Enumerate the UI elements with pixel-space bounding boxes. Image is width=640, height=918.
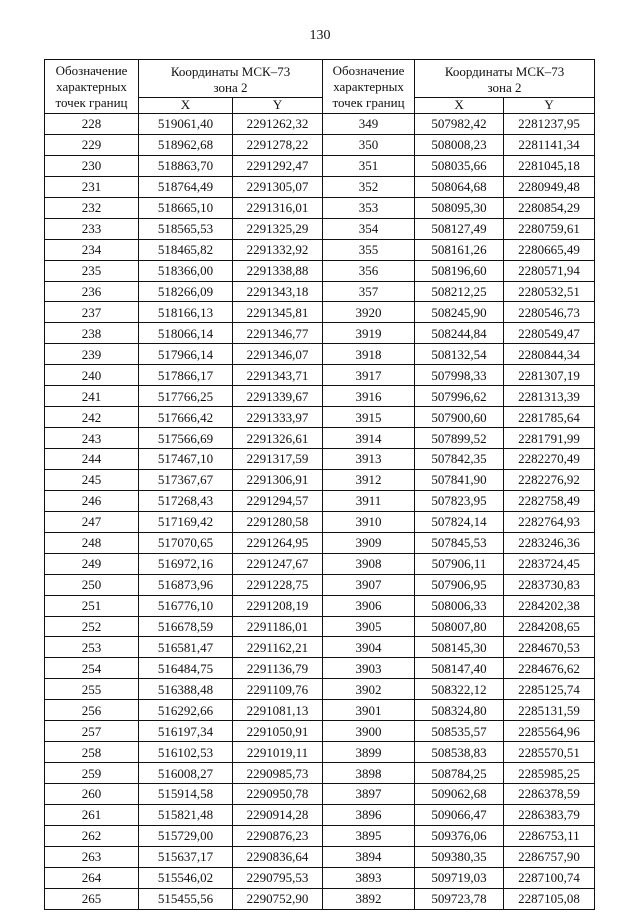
header-line: Обозначение [55,63,128,78]
right-x-value: 507900,60 [415,407,504,428]
left-y-value: 2290876,23 [233,825,323,846]
table-row [45,386,595,407]
left-x-value: 518764,49 [139,176,233,197]
left-point-id: 234 [45,239,139,260]
right-y-value: 2284676,62 [504,658,595,679]
right-point-id: 349 [323,114,415,135]
right-point-id: 3899 [323,742,415,763]
left-y-value: 2290985,73 [233,763,323,784]
left-point-id: 264 [45,867,139,888]
left-coords-header [139,60,323,98]
right-x-value: 509723,78 [415,888,504,909]
left-point-id: 238 [45,323,139,344]
left-x-value: 516581,47 [139,637,233,658]
right-x-value: 507982,42 [415,114,504,135]
left-x-value: 518066,14 [139,323,233,344]
right-x-value: 509062,68 [415,784,504,805]
table-row [45,176,595,197]
left-point-id: 243 [45,428,139,449]
left-x-value: 516197,34 [139,721,233,742]
right-point-id: 3917 [323,365,415,386]
left-x-value: 516484,75 [139,658,233,679]
left-point-id: 235 [45,260,139,281]
right-y-value: 2280546,73 [504,302,595,323]
table-row [45,616,595,637]
right-x-value: 508322,12 [415,679,504,700]
right-point-id: 3918 [323,344,415,365]
header-line: зона 2 [487,80,522,95]
table-row [45,239,595,260]
right-point-id: 350 [323,134,415,155]
table-row [45,260,595,281]
left-x-value: 517268,43 [139,490,233,511]
left-x-value: 517467,10 [139,449,233,470]
left-point-id: 260 [45,784,139,805]
right-point-id: 3905 [323,616,415,637]
table-row [45,218,595,239]
right-designation-header [323,60,415,114]
left-x-value: 517367,67 [139,469,233,490]
left-x-value: 517169,42 [139,511,233,532]
left-point-id: 262 [45,825,139,846]
header-line: зона 2 [213,80,248,95]
table-row [45,637,595,658]
right-point-id: 352 [323,176,415,197]
right-x-value: 507845,53 [415,532,504,553]
right-point-id: 3913 [323,449,415,470]
right-y-value: 2282270,49 [504,449,595,470]
table-row [45,763,595,784]
right-y-value: 2282276,92 [504,469,595,490]
table-row [45,490,595,511]
left-y-value: 2291294,57 [233,490,323,511]
left-y-value: 2291292,47 [233,155,323,176]
left-point-id: 249 [45,553,139,574]
right-point-id: 3900 [323,721,415,742]
table-body [45,114,595,910]
left-point-id: 230 [45,155,139,176]
left-point-id: 254 [45,658,139,679]
left-point-id: 242 [45,407,139,428]
left-x-value: 516678,59 [139,616,233,637]
right-point-id: 3914 [323,428,415,449]
left-point-id: 233 [45,218,139,239]
left-x-value: 515455,56 [139,888,233,909]
right-x-value: 507906,95 [415,574,504,595]
left-x-value: 518465,82 [139,239,233,260]
right-y-value: 2285125,74 [504,679,595,700]
left-x-value: 518665,10 [139,197,233,218]
left-x-value: 518565,53 [139,218,233,239]
left-x-value: 519061,40 [139,114,233,135]
left-point-id: 232 [45,197,139,218]
left-point-id: 248 [45,532,139,553]
right-x-value: 508145,30 [415,637,504,658]
left-y-value: 2291109,76 [233,679,323,700]
right-x-value: 508127,49 [415,218,504,239]
right-y-value: 2285570,51 [504,742,595,763]
right-x-value: 509376,06 [415,825,504,846]
left-y-value: 2291081,13 [233,700,323,721]
left-y-value: 2291280,58 [233,511,323,532]
right-y-value: 2285564,96 [504,721,595,742]
right-point-id: 356 [323,260,415,281]
left-point-id: 253 [45,637,139,658]
left-point-id: 241 [45,386,139,407]
right-point-id: 3908 [323,553,415,574]
right-y-value: 2280854,29 [504,197,595,218]
left-x-value: 516292,66 [139,700,233,721]
left-point-id: 251 [45,595,139,616]
table-row [45,784,595,805]
left-y-value: 2290914,28 [233,804,323,825]
left-y-value: 2290836,64 [233,846,323,867]
right-y-value: 2284208,65 [504,616,595,637]
left-point-id: 236 [45,281,139,302]
table-row [45,658,595,679]
right-y-value: 2281791,99 [504,428,595,449]
right-point-id: 3896 [323,804,415,825]
table-row [45,574,595,595]
right-y-value: 2284670,53 [504,637,595,658]
right-y-value: 2281141,34 [504,134,595,155]
right-y-value: 2284202,38 [504,595,595,616]
left-y-value: 2291316,01 [233,197,323,218]
right-x-value: 508132,54 [415,344,504,365]
table-row [45,846,595,867]
left-x-value: 517070,65 [139,532,233,553]
table-row [45,428,595,449]
right-y-value: 2282758,49 [504,490,595,511]
header-line: Обозначение [332,63,405,78]
right-y-value: 2283246,36 [504,532,595,553]
left-x-value: 517566,69 [139,428,233,449]
left-x-value: 515821,48 [139,804,233,825]
left-y-value: 2291343,18 [233,281,323,302]
table-row [45,344,595,365]
left-y-header: Y [233,97,323,113]
right-x-value: 507841,90 [415,469,504,490]
left-y-value: 2291332,92 [233,239,323,260]
table-row [45,511,595,532]
right-point-id: 3906 [323,595,415,616]
right-point-id: 3897 [323,784,415,805]
right-point-id: 3910 [323,511,415,532]
page-number: 130 [309,28,331,43]
table-row [45,742,595,763]
right-point-id: 3901 [323,700,415,721]
left-point-id: 237 [45,302,139,323]
right-x-value: 507906,11 [415,553,504,574]
table-row [45,365,595,386]
table-row [45,302,595,323]
table-header [45,60,595,114]
left-x-value: 517766,25 [139,386,233,407]
left-point-id: 246 [45,490,139,511]
table-row [45,532,595,553]
right-point-id: 357 [323,281,415,302]
right-y-value: 2281237,95 [504,114,595,135]
left-y-value: 2291136,79 [233,658,323,679]
left-y-value: 2291228,75 [233,574,323,595]
table-row [45,407,595,428]
right-x-value: 508161,26 [415,239,504,260]
left-y-value: 2291326,61 [233,428,323,449]
right-point-id: 3898 [323,763,415,784]
left-point-id: 244 [45,449,139,470]
right-x-value: 508196,60 [415,260,504,281]
table-row [45,469,595,490]
left-point-id: 255 [45,679,139,700]
right-point-id: 351 [323,155,415,176]
left-x-value: 516102,53 [139,742,233,763]
right-point-id: 3895 [323,825,415,846]
right-y-value: 2280665,49 [504,239,595,260]
left-x-value: 515914,58 [139,784,233,805]
left-y-value: 2291333,97 [233,407,323,428]
left-x-value: 516873,96 [139,574,233,595]
right-point-id: 3915 [323,407,415,428]
left-y-value: 2291346,77 [233,323,323,344]
left-point-id: 231 [45,176,139,197]
left-x-value: 518863,70 [139,155,233,176]
table-row [45,700,595,721]
right-x-value: 508244,84 [415,323,504,344]
left-point-id: 263 [45,846,139,867]
right-y-value: 2286383,79 [504,804,595,825]
right-point-id: 3919 [323,323,415,344]
table-row [45,134,595,155]
left-y-value: 2291338,88 [233,260,323,281]
right-y-value: 2280949,48 [504,176,595,197]
right-x-value: 508784,25 [415,763,504,784]
left-y-value: 2291278,22 [233,134,323,155]
right-x-value: 507998,33 [415,365,504,386]
left-point-id: 247 [45,511,139,532]
left-point-id: 239 [45,344,139,365]
right-x-value: 509380,35 [415,846,504,867]
right-x-value: 508007,80 [415,616,504,637]
right-x-value: 509066,47 [415,804,504,825]
left-x-value: 518166,13 [139,302,233,323]
right-x-value: 508064,68 [415,176,504,197]
right-x-value: 508008,23 [415,134,504,155]
left-y-value: 2291306,91 [233,469,323,490]
right-y-value: 2281313,39 [504,386,595,407]
left-point-id: 228 [45,114,139,135]
right-point-id: 355 [323,239,415,260]
left-y-value: 2291019,11 [233,742,323,763]
right-point-id: 3916 [323,386,415,407]
right-point-id: 3894 [323,846,415,867]
right-y-value: 2282764,93 [504,511,595,532]
left-x-value: 515546,02 [139,867,233,888]
right-y-value: 2285131,59 [504,700,595,721]
table-row [45,804,595,825]
right-x-value: 507824,14 [415,511,504,532]
left-y-value: 2290795,53 [233,867,323,888]
right-x-value: 509719,03 [415,867,504,888]
right-x-value: 508538,83 [415,742,504,763]
left-point-id: 250 [45,574,139,595]
right-y-value: 2280532,51 [504,281,595,302]
left-y-value: 2291325,29 [233,218,323,239]
left-point-id: 259 [45,763,139,784]
left-x-header: X [139,97,233,113]
right-y-value: 2287100,74 [504,867,595,888]
right-y-value: 2285985,25 [504,763,595,784]
left-x-value: 518266,09 [139,281,233,302]
left-x-value: 516776,10 [139,595,233,616]
table-row [45,867,595,888]
table-row [45,155,595,176]
coordinates-table [44,59,595,910]
table-row [45,679,595,700]
left-y-value: 2291186,01 [233,616,323,637]
right-x-value: 507899,52 [415,428,504,449]
right-x-value: 507842,35 [415,449,504,470]
right-point-id: 3909 [323,532,415,553]
right-point-id: 3893 [323,867,415,888]
left-point-id: 252 [45,616,139,637]
left-y-value: 2291247,67 [233,553,323,574]
right-point-id: 3902 [323,679,415,700]
right-x-value: 508035,66 [415,155,504,176]
right-point-id: 3911 [323,490,415,511]
table-row [45,721,595,742]
header-line: характерных [333,79,404,94]
right-point-id: 354 [323,218,415,239]
left-y-value: 2291345,81 [233,302,323,323]
left-point-id: 229 [45,134,139,155]
right-x-value: 508324,80 [415,700,504,721]
right-y-value: 2286757,90 [504,846,595,867]
left-x-value: 516008,27 [139,763,233,784]
left-y-value: 2291162,21 [233,637,323,658]
right-y-value: 2280571,94 [504,260,595,281]
right-y-value: 2281307,19 [504,365,595,386]
left-x-value: 516972,16 [139,553,233,574]
table-row [45,449,595,470]
left-x-value: 516388,48 [139,679,233,700]
left-y-value: 2291339,67 [233,386,323,407]
left-x-value: 515637,17 [139,846,233,867]
left-point-id: 257 [45,721,139,742]
right-coords-header [415,60,595,98]
right-y-value: 2281045,18 [504,155,595,176]
left-designation-header [45,60,139,114]
header-line: Координаты МСК–73 [444,64,565,79]
left-y-value: 2291262,32 [233,114,323,135]
right-y-value: 2281785,64 [504,407,595,428]
right-y-value: 2287105,08 [504,888,595,909]
left-x-value: 517966,14 [139,344,233,365]
right-x-value: 508212,25 [415,281,504,302]
right-x-value: 507823,95 [415,490,504,511]
header-line: точек границ [55,95,128,110]
right-x-value: 508095,30 [415,197,504,218]
table-row [45,595,595,616]
left-y-value: 2291346,07 [233,344,323,365]
right-y-value: 2280844,34 [504,344,595,365]
right-point-id: 3903 [323,658,415,679]
left-y-value: 2291317,59 [233,449,323,470]
left-y-value: 2290752,90 [233,888,323,909]
right-x-value: 507996,62 [415,386,504,407]
table-row [45,323,595,344]
right-y-header: Y [504,97,595,113]
left-x-value: 518366,00 [139,260,233,281]
table-row [45,888,595,909]
table-row [45,553,595,574]
left-point-id: 256 [45,700,139,721]
left-point-id: 261 [45,804,139,825]
left-y-value: 2291264,95 [233,532,323,553]
right-x-value: 508535,57 [415,721,504,742]
header-line: точек границ [332,95,405,110]
left-x-value: 515729,00 [139,825,233,846]
right-y-value: 2280549,47 [504,323,595,344]
table-row [45,825,595,846]
right-point-id: 3912 [323,469,415,490]
left-y-value: 2291343,71 [233,365,323,386]
table-row [45,281,595,302]
table-row [45,197,595,218]
right-x-header: X [415,97,504,113]
right-point-id: 3920 [323,302,415,323]
left-point-id: 258 [45,742,139,763]
right-x-value: 508147,40 [415,658,504,679]
right-point-id: 3904 [323,637,415,658]
right-y-value: 2283730,83 [504,574,595,595]
header-line: характерных [56,79,127,94]
left-point-id: 265 [45,888,139,909]
left-y-value: 2291208,19 [233,595,323,616]
table-row [45,114,595,135]
left-y-value: 2290950,78 [233,784,323,805]
left-point-id: 245 [45,469,139,490]
right-y-value: 2280759,61 [504,218,595,239]
left-point-id: 240 [45,365,139,386]
left-y-value: 2291305,07 [233,176,323,197]
right-y-value: 2283724,45 [504,553,595,574]
left-y-value: 2291050,91 [233,721,323,742]
left-x-value: 518962,68 [139,134,233,155]
header-line: Координаты МСК–73 [170,64,291,79]
right-point-id: 3892 [323,888,415,909]
right-y-value: 2286378,59 [504,784,595,805]
right-x-value: 508006,33 [415,595,504,616]
right-x-value: 508245,90 [415,302,504,323]
right-point-id: 353 [323,197,415,218]
left-x-value: 517666,42 [139,407,233,428]
right-point-id: 3907 [323,574,415,595]
left-x-value: 517866,17 [139,365,233,386]
right-y-value: 2286753,11 [504,825,595,846]
